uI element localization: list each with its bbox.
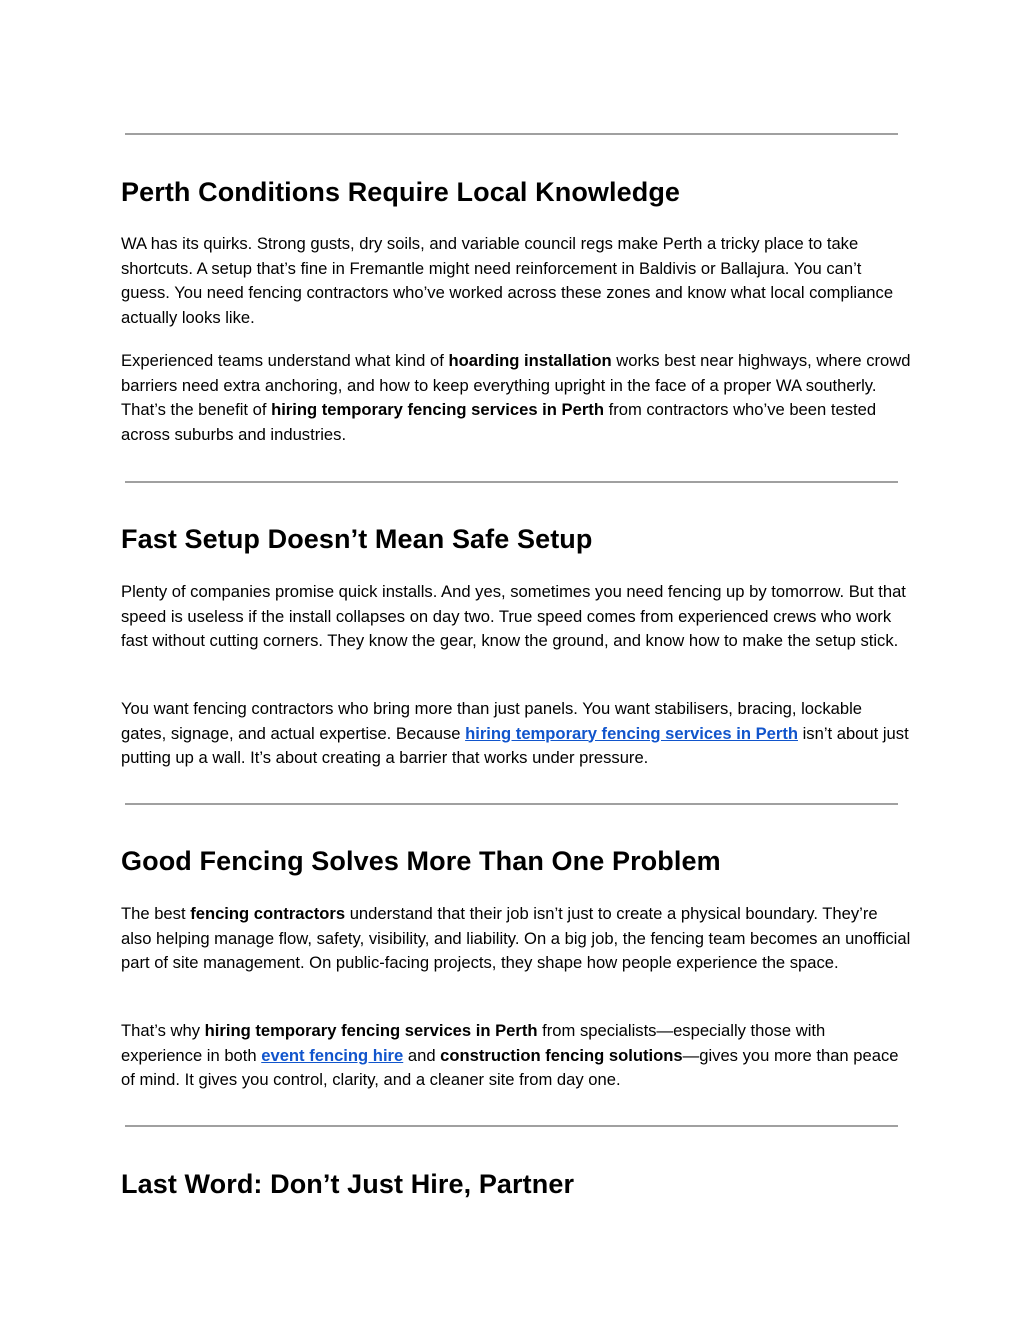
event-fencing-hire-link[interactable]: event fencing hire — [261, 1045, 404, 1065]
paragraph — [121, 349, 911, 447]
paragraph — [121, 1019, 911, 1093]
paragraph-text: The best — [121, 904, 191, 923]
paragraph-text: isn’t about just putting up a wall. It’s about creating a barrier that works under pressure. — [121, 723, 909, 767]
paragraph-text: Experienced teams understand what kind of — [121, 351, 449, 370]
section-heading: Fast Setup Doesn’t Mean Safe Setup — [121, 524, 593, 554]
paragraph-text: from contractors who’ve been tested across suburbs and industries. — [121, 400, 877, 444]
paragraph-text: That’s why — [121, 1021, 205, 1040]
section-heading: Good Fencing Solves More Than One Problem — [121, 846, 721, 876]
bold-phrase: fencing contractors — [190, 904, 346, 923]
bold-phrase: construction fencing solutions — [440, 1045, 683, 1065]
paragraph — [121, 580, 911, 654]
paragraph-text: from specialists—especially those with experience in both — [121, 1021, 826, 1065]
section-divider — [125, 1125, 898, 1127]
section-divider — [125, 803, 898, 805]
bold-phrase: hiring temporary fencing services in Perth — [204, 1021, 538, 1040]
paragraph-text: You want fencing contractors who bring more than just panels. You want stabilisers, bracing, lockable gates, signage, and actual expertise. Because — [121, 699, 863, 743]
section-divider — [125, 481, 898, 483]
hiring-temporary-fencing-link[interactable]: hiring temporary fencing services in Perth — [465, 723, 798, 743]
paragraph-text: and — [403, 1045, 441, 1065]
paragraph — [121, 902, 911, 976]
section-heading: Perth Conditions Require Local Knowledge — [121, 177, 681, 207]
paragraph-text: works best near highways, where crowd barriers need extra anchoring, and how to keep everything upright in the face of a proper WA southerly. That’s the benefit of — [121, 351, 911, 419]
paragraph — [121, 232, 911, 330]
bold-phrase: hiring temporary fencing services in Perth — [271, 400, 604, 419]
paragraph-text: understand that their job isn’t just to create a physical boundary. They’re also helping manage flow, safety, visibility, and liability. On a big job, the fencing team becomes an unofficial part of site management. On public-facing projects, they shape how people experience the space. — [121, 904, 911, 972]
bold-phrase: hoarding installation — [448, 351, 612, 370]
paragraph-text: WA has its quirks. Strong gusts, dry soils, and variable council regs make Perth a tricky place to take shortcuts. A setup that’s fine in Fremantle might need reinforcement in Baldivis or Ballajura. You can’t guess. You need fencing contractors who’ve worked across these zones and know what local compliance actually looks like. — [121, 234, 894, 327]
paragraph-text: Plenty of companies promise quick installs. And yes, sometimes you need fencing up by tomorrow. But that speed is useless if the install collapses on day two. True speed comes from experienced crews who work fast without cutting corners. They know the gear, know the ground, and know how to make the setup stick. — [121, 582, 906, 650]
paragraph-text: —gives you more than peace of mind. It gives you control, clarity, and a cleaner site from day one. — [121, 1045, 899, 1089]
section-divider — [125, 133, 898, 135]
paragraph — [121, 697, 911, 771]
section-heading: Last Word: Don’t Just Hire, Partner — [121, 1169, 575, 1199]
